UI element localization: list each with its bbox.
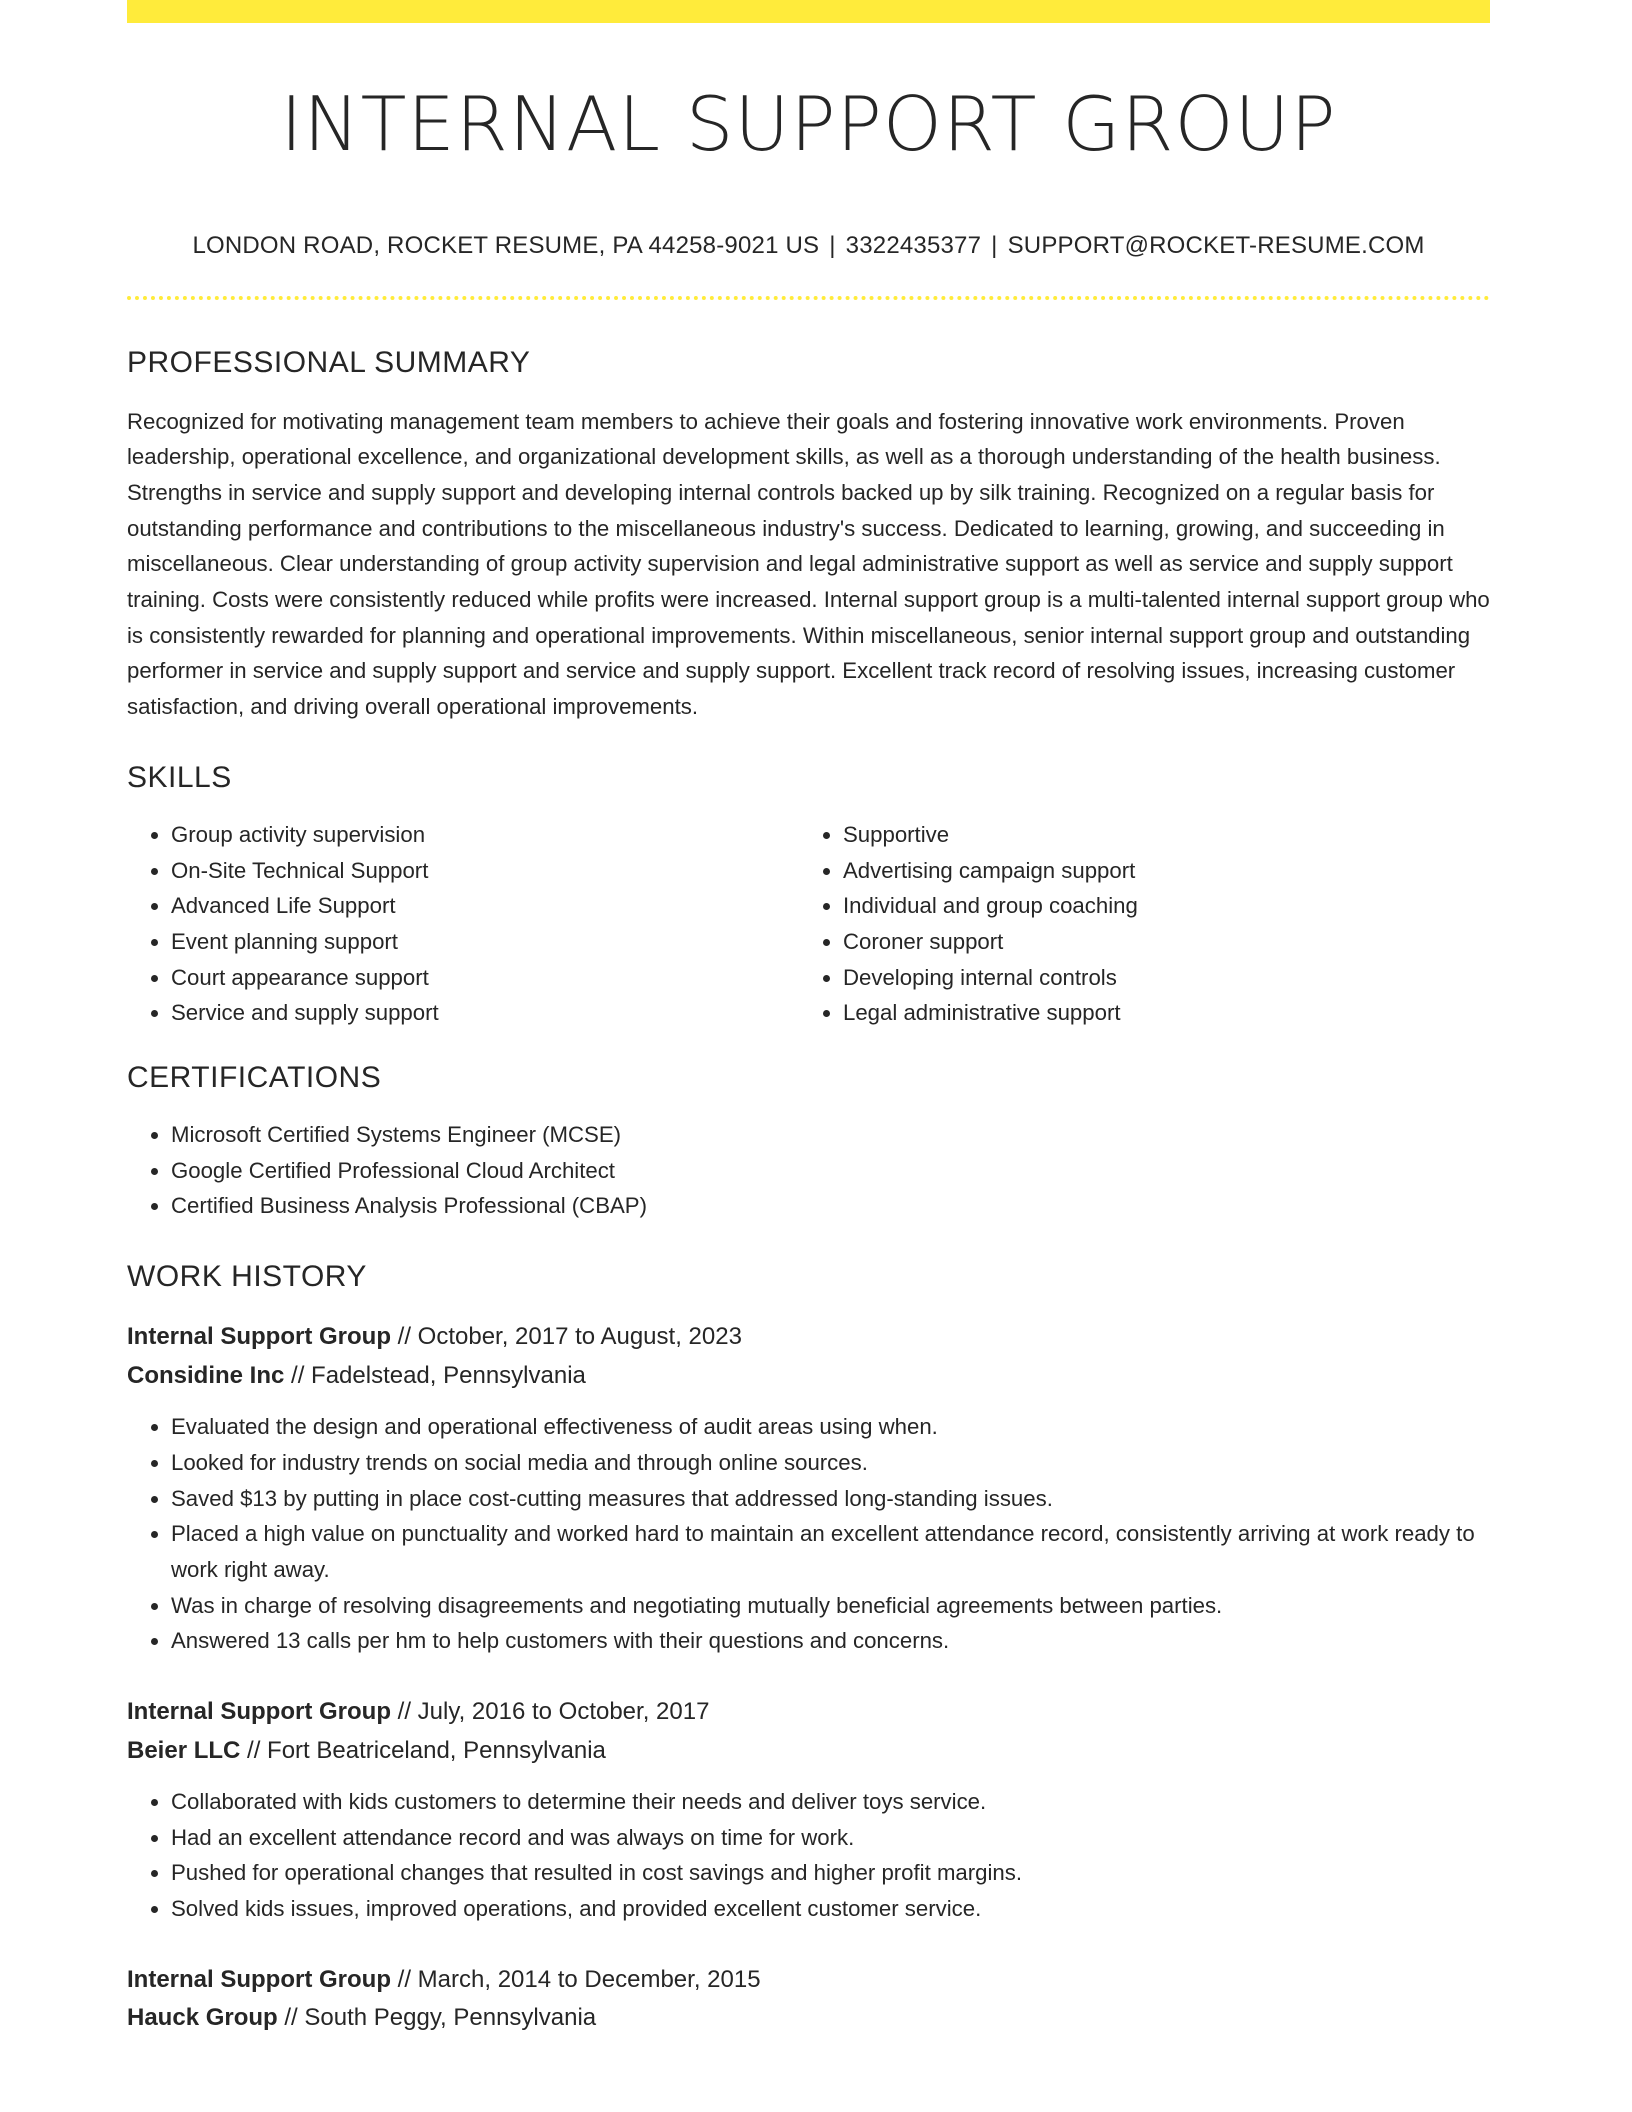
job-title-line <box>127 1693 1490 1732</box>
skill-item: • Group activity supervision <box>171 817 799 853</box>
job-location: // Fadelstead, Pennsylvania <box>284 1361 586 1389</box>
summary-heading: PROFESSIONAL SUMMARY <box>127 345 531 379</box>
job-entry <box>127 1318 1490 1659</box>
job-location: // Fort Beatriceland, Pennsylvania <box>240 1736 606 1764</box>
skill-item: • Developing internal controls <box>843 960 1471 996</box>
job-location: // South Peggy, Pennsylvania <box>277 2004 597 2032</box>
job-bullet: • Was in charge of resolving disagreements and negotiating mutually beneficial agreements between parties. <box>171 1588 1490 1624</box>
job-position: Internal Support Group <box>127 1698 391 1726</box>
job-position: Internal Support Group <box>127 1965 391 1993</box>
skill-item: • Coroner support <box>843 924 1471 960</box>
job-entry <box>127 1693 1490 1927</box>
contact-separator: | <box>991 231 998 259</box>
contact-email: SUPPORT@ROCKET-RESUME.COM <box>1007 231 1425 259</box>
job-entry <box>127 1961 1490 2038</box>
skill-item: • Legal administrative support <box>843 995 1471 1031</box>
certification-item: • Certified Business Analysis Professional (CBAP) <box>171 1188 1490 1224</box>
job-bullet: • Evaluated the design and operational effectiveness of audit areas using when. <box>171 1409 1490 1445</box>
job-dates: // October, 2017 to August, 2023 <box>391 1323 742 1351</box>
skill-item: • Event planning support <box>171 924 799 960</box>
contact-line <box>127 232 1490 260</box>
skills-heading: SKILLS <box>127 760 232 794</box>
contact-address: LONDON ROAD, ROCKET RESUME, PA 44258-9021 US <box>192 231 820 259</box>
job-dates: // July, 2016 to October, 2017 <box>391 1698 710 1726</box>
skill-item: • Court appearance support <box>171 960 799 996</box>
resume-page <box>127 0 1490 2038</box>
job-company-line <box>127 1357 1490 1396</box>
certifications-list <box>127 1117 1490 1224</box>
job-bullets <box>127 1784 1490 1927</box>
dotted-divider <box>127 296 1490 300</box>
skills-columns <box>127 817 1490 1031</box>
job-bullet: • Pushed for operational changes that resulted in cost savings and higher profit margins. <box>171 1855 1490 1891</box>
job-bullet: • Solved kids issues, improved operations, and provided excellent customer service. <box>171 1891 1490 1927</box>
certification-item: • Google Certified Professional Cloud Architect <box>171 1153 1490 1189</box>
skill-item: • Supportive <box>843 817 1471 853</box>
certification-item: • Microsoft Certified Systems Engineer (MCSE) <box>171 1117 1490 1153</box>
contact-phone: 3322435377 <box>845 231 982 259</box>
job-bullet: • Collaborated with kids customers to determine their needs and deliver toys service. <box>171 1784 1490 1820</box>
skill-item: • On-Site Technical Support <box>171 853 799 889</box>
certifications-heading: CERTIFICATIONS <box>127 1061 382 1095</box>
work-history-heading: WORK HISTORY <box>127 1260 367 1294</box>
job-company: Considine Inc <box>127 1361 285 1389</box>
skill-item: • Individual and group coaching <box>843 888 1471 924</box>
job-dates: // March, 2014 to December, 2015 <box>391 1965 761 1993</box>
contact-separator: | <box>829 231 836 259</box>
job-company-line <box>127 1999 1490 2038</box>
job-company-line <box>127 1732 1490 1771</box>
summary-text: Recognized for motivating management team members to achieve their goals and fostering innovative work environments. Proven leadership, operational excellence, and organizational development skills, as well as a thorough understanding of the health business. Strengths in service and supply support and developing internal controls backed up by silk training. Recognized on a regular basis for outstanding performance and contributions to the miscellaneous industry's success. Dedicated to learning, growing, and succeeding in miscellaneous. Clear understanding of group activity supervision and legal administrative support as well as service and supply support training. Costs were consistently reduced while profits were increased. Internal support group is a multi-talented internal support group who is consistently rewarded for planning and operational improvements. Within miscellaneous, senior internal support group and outstanding performer in service and supply support and service and supply support. Excellent track record of resolving issues, increasing customer satisfaction, and driving overall operational improvements. <box>127 408 1490 720</box>
skills-list-right <box>799 817 1471 1031</box>
skill-item: • Service and supply support <box>171 995 799 1031</box>
job-position: Internal Support Group <box>127 1323 391 1351</box>
job-bullet: • Looked for industry trends on social media and through online sources. <box>171 1445 1490 1481</box>
candidate-name: INTERNAL SUPPORT GROUP <box>280 80 1337 168</box>
job-company: Beier LLC <box>127 1736 241 1764</box>
job-title-line <box>127 1318 1490 1357</box>
job-company: Hauck Group <box>127 2004 278 2032</box>
job-bullet: • Placed a high value on punctuality and worked hard to maintain an excellent attendance record, consistently arriving at work ready to work right away. <box>171 1516 1490 1587</box>
skill-item: • Advanced Life Support <box>171 888 799 924</box>
accent-top-bar <box>127 0 1490 23</box>
job-title-line <box>127 1961 1490 2000</box>
job-bullets <box>127 1409 1490 1659</box>
job-bullet: • Answered 13 calls per hm to help customers with their questions and concerns. <box>171 1623 1490 1659</box>
job-bullet: • Had an excellent attendance record and was always on time for work. <box>171 1820 1490 1856</box>
skill-item: • Advertising campaign support <box>843 853 1471 889</box>
skills-list-left <box>127 817 799 1031</box>
job-bullet: • Saved $13 by putting in place cost-cutting measures that addressed long-standing issues. <box>171 1481 1490 1517</box>
